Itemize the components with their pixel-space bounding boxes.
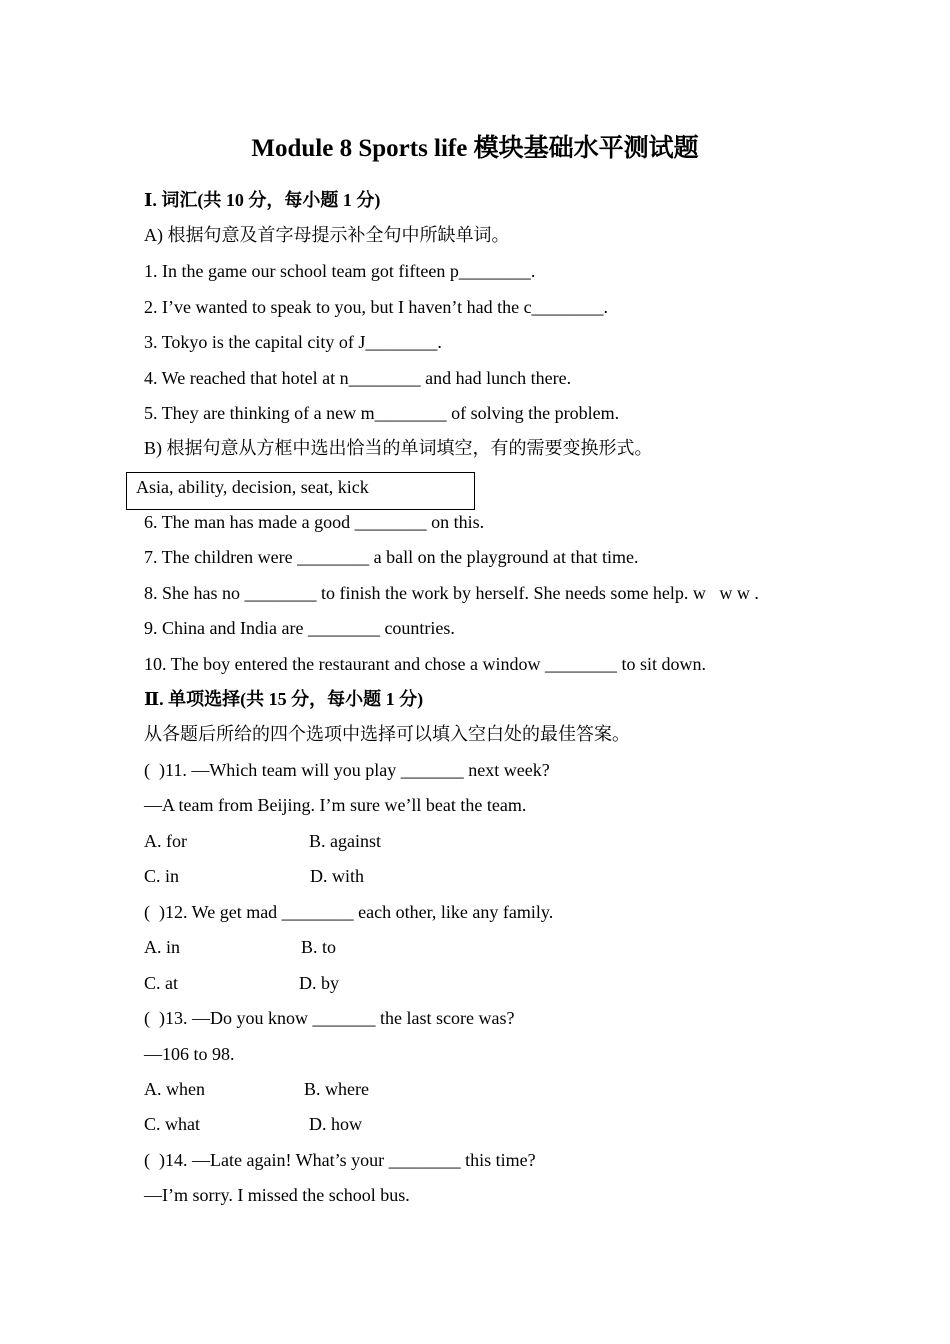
question-10: 10. The boy entered the restaurant and chose a window ________ to sit down.	[144, 654, 707, 674]
question-13-reply: —106 to 98.	[144, 1044, 235, 1064]
section2-instruction: 从各题后所给的四个选项中选择可以填入空白处的最佳答案。	[144, 724, 630, 744]
q11-option-b: B. against	[309, 831, 381, 851]
question-12-stem: ( )12. We get mad ________ each other, like any family.	[144, 902, 554, 922]
section1-part-b: B) 根据句意从方框中选出恰当的单词填空，有的需要变换形式。	[144, 438, 653, 458]
q13-option-d: D. how	[309, 1114, 362, 1134]
question-13-stem: ( )13. —Do you know _______ the last score was?	[144, 1008, 515, 1028]
word-box	[126, 472, 475, 510]
q11-option-a: A. for	[144, 831, 187, 851]
word-box-text: Asia, ability, decision, seat, kick	[136, 477, 369, 497]
q11-option-c: C. in	[144, 866, 180, 886]
question-9: 9. China and India are ________ countries.	[144, 618, 455, 638]
q11-option-d: D. with	[310, 866, 364, 886]
question-2: 2. I’ve wanted to speak to you, but I haven’t had the c________.	[144, 297, 609, 317]
question-6: 6. The man has made a good ________ on this.	[144, 512, 485, 532]
question-14-stem: ( )14. —Late again! What’s your ________ this time?	[144, 1150, 536, 1170]
section1-heading: Ⅰ. 词汇(共 10 分，每小题 1 分)	[144, 190, 381, 210]
section1-part-a: A) 根据句意及首字母提示补全句中所缺单词。	[144, 225, 510, 245]
page-title: Module 8 Sports life 模块基础水平测试题	[251, 135, 699, 162]
q12-option-b: B. to	[301, 937, 337, 957]
q12-option-a: A. in	[144, 937, 180, 957]
q13-option-c: C. what	[144, 1114, 200, 1134]
section2-heading: Ⅱ. 单项选择(共 15 分，每小题 1 分)	[144, 689, 424, 709]
q12-option-d: D. by	[299, 973, 339, 993]
question-11-stem: ( )11. —Which team will you play _______ next week?	[144, 760, 550, 780]
q12-option-c: C. at	[144, 973, 178, 993]
q13-option-b: B. where	[304, 1079, 369, 1099]
q13-option-a: A. when	[144, 1079, 205, 1099]
question-11-reply: —A team from Beijing. I’m sure we’ll beat the team.	[144, 795, 527, 815]
question-4: 4. We reached that hotel at n________ and had lunch there.	[144, 368, 572, 388]
question-5: 5. They are thinking of a new m________ of solving the problem.	[144, 403, 620, 423]
question-1: 1. In the game our school team got fifteen p________.	[144, 261, 536, 281]
question-14-reply: —I’m sorry. I missed the school bus.	[144, 1185, 410, 1205]
question-3: 3. Tokyo is the capital city of J________.	[144, 332, 442, 352]
question-8: 8. She has no ________ to finish the work by herself. She needs some help. w w w .	[144, 583, 759, 603]
question-7: 7. The children were ________ a ball on the playground at that time.	[144, 547, 639, 567]
